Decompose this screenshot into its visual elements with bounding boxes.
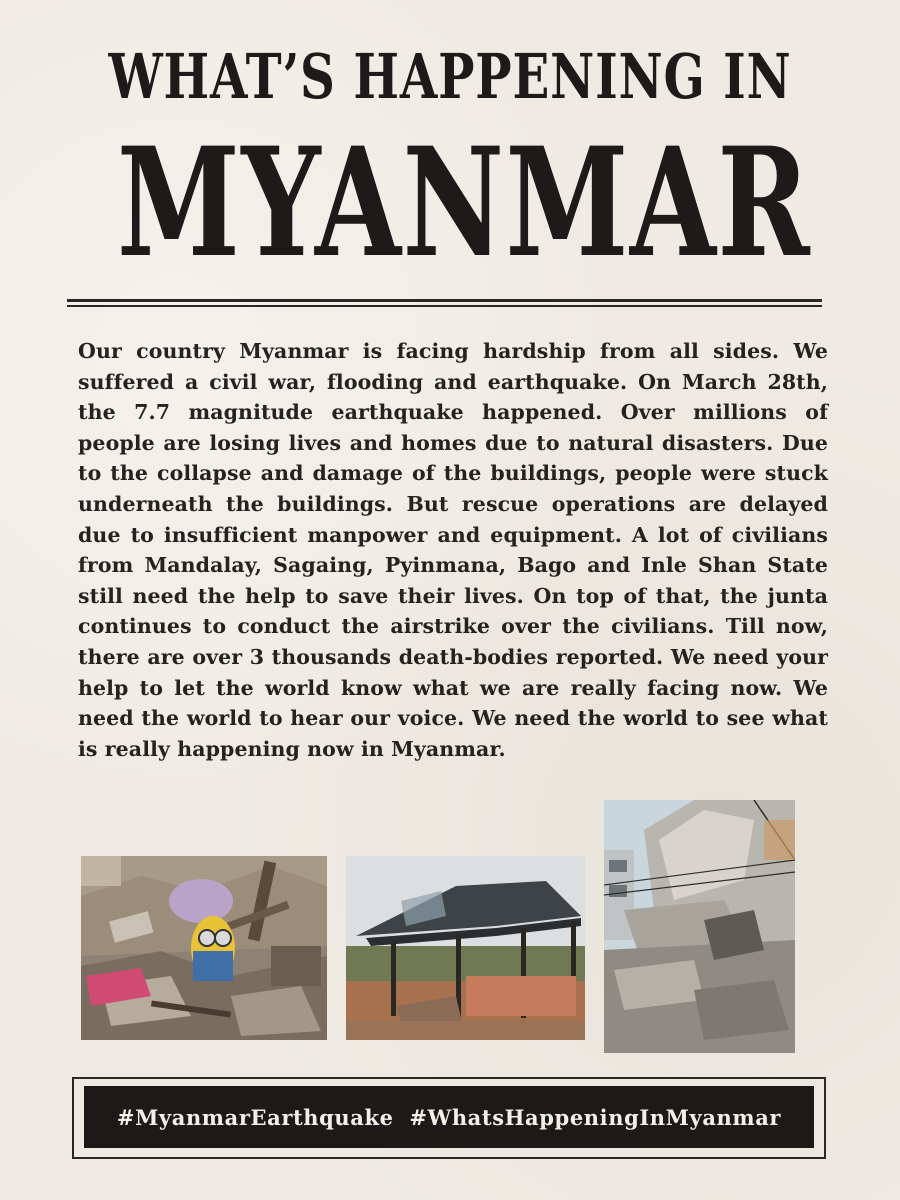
headline-top: WHAT’S HAPPENING IN xyxy=(108,40,792,113)
hashtags-text: #MyanmarEarthquake #WhatsHappeningInMyanmar xyxy=(116,1104,782,1130)
collapsed-building-photo xyxy=(604,800,795,1053)
article-body: Our country Myanmar is facing hardship from all sides. We suffered a civil war, flooding and earthquake. On March 28th, the 7.7 magnitude earthquake happened. Over millions of people are losing lives and homes due to natural disasters. Due to the collapse and damage of the buildings, people were stuck underneath the buildings. But rescue operations are delayed due to insufficient manpower and equipment. A lot of civilians from Mandalay, Sagaing, Pyinmana, Bago and Inle Shan State still need the help to save their lives. On top of that, the junta continues to conduct the airstrike over the civilians. Till now, there are over 3 thousands death-bodies reported. We need your help to let the world know what we are really facing now. We need the world to hear our voice. We need the world to see what is really happening now in Myanmar. xyxy=(78,339,828,761)
double-rule-divider xyxy=(67,299,822,307)
headline-country: MYANMAR xyxy=(117,115,812,291)
rubble-with-toys-photo xyxy=(81,856,327,1040)
collapsed-shelter-photo xyxy=(346,856,585,1040)
hashtag-banner xyxy=(84,1086,814,1148)
